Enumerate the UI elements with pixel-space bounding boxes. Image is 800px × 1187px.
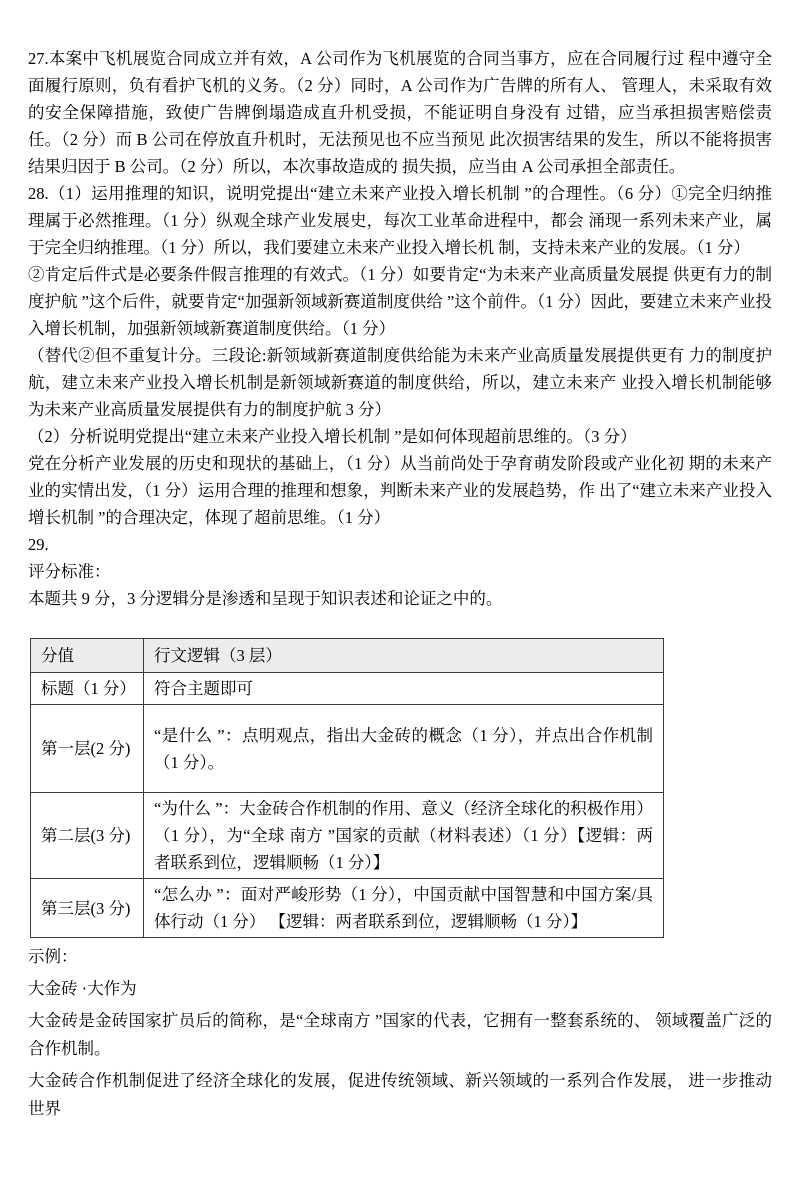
table-row-layer1 [31, 705, 664, 793]
scoring-standard-note: 本题共 9 分，3 分逻辑分是渗透和呈现于知识表述和论证之中的。 [28, 589, 503, 608]
cell-layer1-logic: “是什么 ”：点明观点，指出大金砖的概念（1 分），并点出合作机制（1 分）。 [144, 705, 664, 793]
scoring-rubric-table [30, 638, 664, 938]
example-paragraph-2: 大金砖合作机制促进了经济全球化的发展，促进传统领域、新兴领域的一系列合作发展， 进一步推动世界 [28, 1071, 772, 1118]
answer-28-part1: 28.（1）运用推理的知识，说明党提出“建立未来产业投入增长机制 ”的合理性。（6 分）①完全归纳推理属于必然推理。（1 分）纵观全球产业发展史，每次工业革命进程中，都会 涌现一系列未来产业，属于完全归纳推理。（1 分）所以，我们要建立未来产业投入增长机 制，支持未来产业的发展。（1 分） [28, 184, 773, 257]
header-score-column: 分值 [31, 639, 144, 673]
cell-layer3-logic: “怎么办 ”：面对严峻形势（1 分），中国贡献中国智慧和中国方案/具体行动（1 分） 【逻辑：两者联系到位，逻辑顺畅（1 分）】 [144, 879, 664, 938]
question-29-number: 29. [28, 535, 49, 554]
answer-28-alternative-note: （替代②但不重复计分。三段论:新领域新赛道制度供给能为未来产业高质量发展提供更有 力的制度护航，建立未来产业投入增长机制是新领域新赛道的制度供给，所以，建立未来产 业投入增长机制能够为未来产业高质量发展提供有力的制度护航 3 分） [28, 346, 772, 419]
cell-title-score: 标题（1 分） [31, 673, 144, 705]
answer-28-part5: 党在分析产业发展的历史和现状的基础上，（1 分）从当前尚处于孕育萌发阶段或产业化初 期的未来产业的实情出发，（1 分）运用合理的推理和想象，判断未来产业的发展趋势，作 出了“建立未来产业投入增长机制 ”的合理决定，体现了超前思维。（1 分） [28, 454, 772, 527]
example-label: 示例： [28, 947, 78, 966]
example-paragraph-1: 大金砖是金砖国家扩员后的简称，是“全球南方 ”国家的代表，它拥有一整套系统的、 领域覆盖广泛的合作机制。 [28, 1011, 772, 1058]
table-row-layer2 [31, 793, 664, 879]
header-logic-column: 行文逻辑（3 层） [144, 639, 664, 673]
answer-28-question2: （2）分析说明党提出“建立未来产业投入增长机制 ”是如何体现超前思维的。（3 分） [28, 427, 637, 446]
table-header-row [31, 639, 664, 673]
cell-title-logic: 符合主题即可 [144, 673, 664, 705]
cell-layer2-score: 第二层(3 分) [31, 793, 144, 879]
scoring-standard-label: 评分标准： [28, 562, 111, 581]
table-row-layer3 [31, 879, 664, 938]
answer-28-part2: ②肯定后件式是必要条件假言推理的有效式。（1 分）如要肯定“为未来产业高质量发展提 供更有力的制度护航 ”这个后件，就要肯定“加强新领域新赛道制度供给 ”这个前件。（1 分）因此，要建立未来产业投入增长机制，加强新领域新赛道制度供给。（1 分） [28, 265, 772, 338]
cell-layer3-score: 第三层(3 分) [31, 879, 144, 938]
cell-layer1-score: 第一层(2 分) [31, 705, 144, 793]
answer-27: 27.本案中飞机展览合同成立并有效，A 公司作为飞机展览的合同当事方，应在合同履行过 程中遵守全面履行原则，负有看护飞机的义务。（2 分）同时，A 公司作为广告牌的所有人、 管理人，未采取有效的安全保障措施，致使广告牌倒塌造成直升机受损，不能证明自身没有 过错，应当承担损害赔偿责任。（2 分）而 B 公司在停放直升机时，无法预见也不应当预见 此次损害结果的发生，所以不能将损害结果归因于 B 公司。（2 分）所以，本次事故造成的 损失损，应当由 A 公司承担全部责任。 [28, 49, 772, 176]
table-row-title [31, 673, 664, 705]
example-title: 大金砖 ·大作为 [28, 979, 137, 998]
cell-layer2-logic: “为什么 ”：大金砖合作机制的作用、意义（经济全球化的积极作用）（1 分），为“全球 南方 ”国家的贡献（材料表述）（1 分）【逻辑：两者联系到位，逻辑顺畅（1 分）】 [144, 793, 664, 879]
